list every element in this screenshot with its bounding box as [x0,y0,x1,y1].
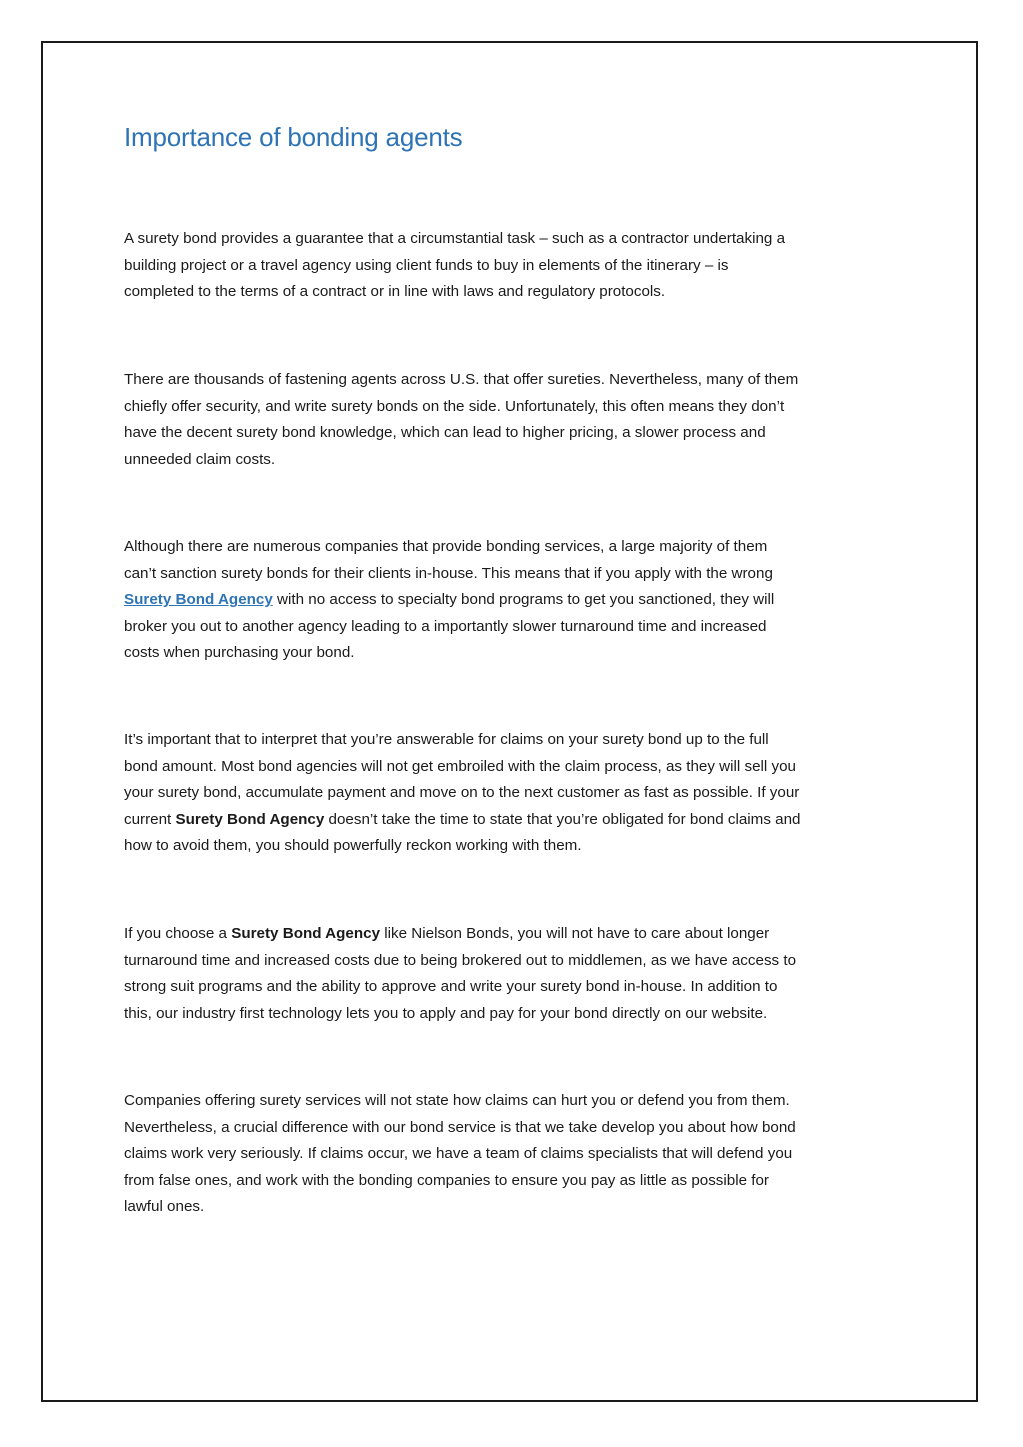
text-line: costs when purchasing your bond. [124,644,355,662]
text-fragment: like Nielson Bonds, you will not have to care about longer [380,925,770,942]
text-line: unneeded claim costs. [124,450,276,468]
paragraph-claims-specialists [124,1088,914,1221]
text-line: It’s important that to interpret that you’re answerable for claims on your surety bond up to the full [124,731,769,748]
text-line: chiefly offer security, and write surety bonds on the side. Unfortunately, this often means they don’t [124,397,785,415]
text-line: from false ones, and work with the bonding companies to ensure you pay as little as possible for [124,1171,769,1189]
document-title: Importance of bonding agents [124,122,463,152]
text-line: Companies offering surety services will not state how claims can hurt you or defend you from them. [124,1092,790,1109]
text-line: claims work very seriously. If claims occur, we have a team of claims specialists that will defend you [124,1145,793,1163]
text-line: turnaround time and increased costs due to being brokered out to middlemen, as we have access to [124,951,797,969]
paragraph-bonding-services [124,534,914,667]
bold-term-surety-bond-agency: Surety Bond Agency [231,925,381,942]
text-line: how to avoid them, you should powerfully reckon working with them. [124,837,582,855]
text-line: A surety bond provides a guarantee that a circumstantial task – such as a contractor undertaking a [124,230,786,247]
text-line: strong suit programs and the ability to approve and write your surety bond in-house. In addition to [124,978,778,996]
text-fragment: with no access to specialty bond programs to get you sanctioned, they will [272,591,775,609]
text-fragment: If you choose a [124,925,232,942]
paragraph-nielson-bonds [124,921,914,1027]
text-line: lawful ones. [124,1198,205,1216]
text-line: have the decent surety bond knowledge, which can lead to higher pricing, a slower process and [124,424,766,442]
text-line: completed to the terms of a contract or in line with laws and regulatory protocols. [124,283,666,301]
text-line: broker you out to another agency leading to a importantly slower turnaround time and increased [124,617,767,635]
text-line: bond amount. Most bond agencies will not get embroiled with the claim process, as they will sell you [124,757,796,775]
text-line [124,587,914,614]
text-line [124,921,914,948]
text-line: Although there are numerous companies that provide bonding services, a large majority of them [124,538,768,555]
paragraph-surety-bond-definition [124,226,914,306]
bold-term-surety-bond-agency: Surety Bond Agency [175,810,325,828]
text-line: can’t sanction surety bonds for their clients in-house. This means that if you apply with the wrong [124,564,773,582]
text-line [124,807,914,834]
text-fragment: current [124,810,176,828]
surety-bond-agency-link[interactable]: Surety Bond Agency [124,591,273,609]
text-line: your surety bond, accumulate payment and move on to the next customer as fast as possible. If your [124,784,800,802]
text-line: Nevertheless, a crucial difference with our bond service is that we take develop you about how bond [124,1118,796,1136]
text-line: building project or a travel agency using client funds to buy in elements of the itinerary – is [124,256,729,274]
text-fragment: doesn’t take the time to state that you’re obligated for bond claims and [324,810,801,828]
text-line: this, our industry first technology lets you to apply and pay for your bond directly on our website. [124,1004,768,1022]
text-line: There are thousands of fastening agents across U.S. that offer sureties. Nevertheless, many of them [124,371,799,388]
paragraph-fastening-agents [124,367,914,473]
paragraph-claims-responsibility [124,727,914,860]
